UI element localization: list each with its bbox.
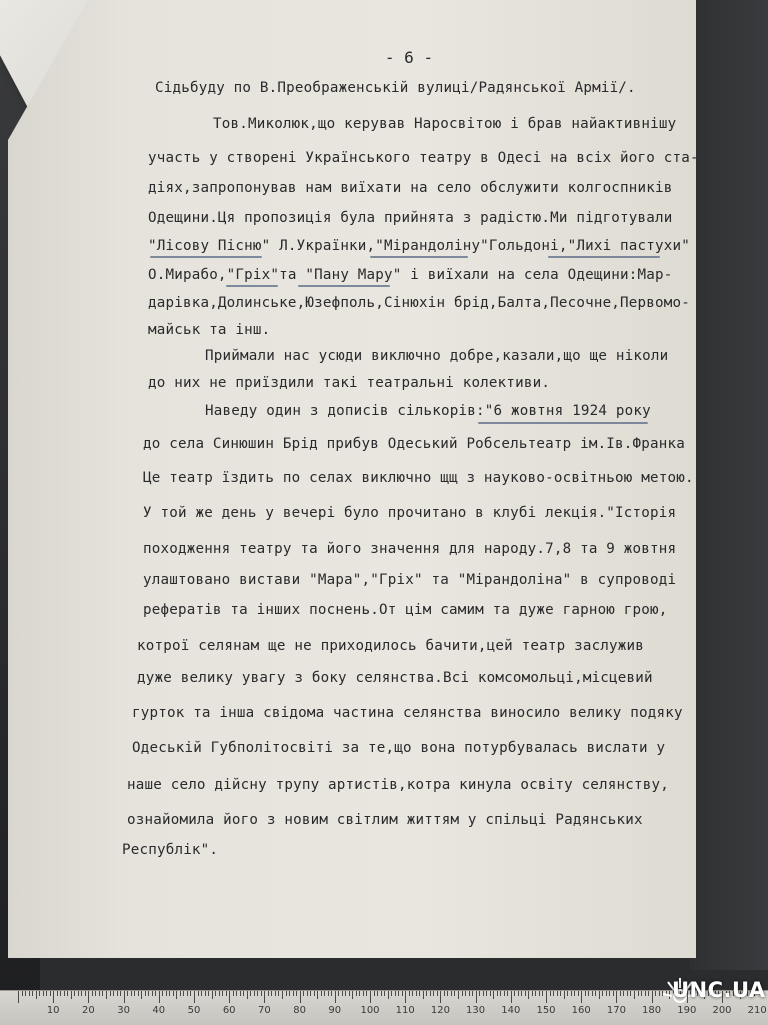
text-line: діях,запропонував нам виїхати на село обслужити колгоспників xyxy=(148,180,673,196)
ruler-tick xyxy=(419,991,420,996)
ruler-tick xyxy=(71,991,72,999)
ruler-tick xyxy=(384,991,385,996)
ruler-tick xyxy=(148,991,149,996)
ruler-tick xyxy=(36,991,37,999)
ruler-tick xyxy=(609,991,610,996)
ruler-tick xyxy=(29,991,30,996)
ruler-tick xyxy=(60,991,61,996)
text-line: Наведу один з дописів сількорів:"6 жовтня 1924 року xyxy=(205,403,651,419)
ruler-tick xyxy=(102,991,103,996)
ruler-tick xyxy=(630,991,631,996)
page-number: - 6 - xyxy=(384,48,434,67)
ruler-tick xyxy=(289,991,290,996)
text-line: улаштовано вистави "Мара","Гріх" та "Мірандоліна" в супроводі xyxy=(143,572,677,588)
ruler-tick xyxy=(388,991,389,999)
ruler-tick xyxy=(127,991,128,996)
ruler-tick xyxy=(307,991,308,996)
ruler-tick xyxy=(324,991,325,996)
ruler-tick xyxy=(585,991,586,996)
ruler-tick xyxy=(483,991,484,996)
ruler-tick xyxy=(39,991,40,996)
ruler-tick xyxy=(328,991,329,996)
ruler-tick xyxy=(521,991,522,996)
ruler-tick xyxy=(261,991,262,996)
ruler-label: 140 xyxy=(501,1005,521,1016)
ruler-tick xyxy=(532,991,533,996)
ruler-tick xyxy=(205,991,206,996)
ruler-tick xyxy=(110,991,111,996)
ruler-tick xyxy=(53,991,54,1003)
ruler-tick xyxy=(173,991,174,996)
ruler-tick xyxy=(208,991,209,996)
ruler-tick xyxy=(155,991,156,996)
ruler-tick xyxy=(43,991,44,996)
ruler-tick xyxy=(398,991,399,996)
ruler-tick xyxy=(476,991,477,1003)
ruler-tick xyxy=(458,991,459,999)
ruler-tick xyxy=(314,991,315,996)
ruler-tick xyxy=(50,991,51,996)
ruler-tick xyxy=(317,991,318,999)
ruler-tick xyxy=(345,991,346,996)
ruler-tick xyxy=(78,991,79,996)
ruler-tick xyxy=(504,991,505,996)
table-right-edge xyxy=(690,0,768,970)
ruler-tick xyxy=(240,991,241,996)
ruler-tick xyxy=(405,991,406,1003)
ruler-tick xyxy=(226,991,227,996)
text-line: Республік". xyxy=(122,842,219,858)
ruler-tick xyxy=(655,991,656,996)
ruler-tick xyxy=(169,991,170,996)
ruler-tick xyxy=(574,991,575,996)
ruler-tick xyxy=(606,991,607,996)
ruler-tick xyxy=(451,991,452,996)
ruler-tick xyxy=(528,991,529,999)
ruler-tick xyxy=(377,991,378,996)
text-line: участь у створені Українського театру в Одесі на всіх його ста- xyxy=(148,150,699,166)
ruler-label: 100 xyxy=(360,1005,380,1016)
ruler-tick xyxy=(550,991,551,996)
text-line: Тов.Миколюк,що керував Наросвітою і брав найактивнішу xyxy=(213,116,677,132)
ruler-tick xyxy=(535,991,536,996)
ruler-tick xyxy=(616,991,617,1003)
ruler-tick xyxy=(402,991,403,996)
ruler-label: 160 xyxy=(571,1005,591,1016)
ruler-tick xyxy=(166,991,167,996)
ruler-tick xyxy=(518,991,519,996)
ruler-label: 110 xyxy=(395,1005,415,1016)
ruler-tick xyxy=(493,991,494,999)
ruler-tick xyxy=(486,991,487,996)
text-line: ознайомила його з новим світлим життям у спільці Радянських xyxy=(127,812,643,828)
ruler-tick xyxy=(254,991,255,996)
ruler-tick xyxy=(412,991,413,996)
ruler-tick xyxy=(374,991,375,996)
ruler-tick xyxy=(546,991,547,1003)
ruler-tick xyxy=(602,991,603,996)
ruler-tick xyxy=(162,991,163,996)
ruler-tick xyxy=(359,991,360,996)
ruler-tick xyxy=(74,991,75,996)
ruler-tick xyxy=(268,991,269,996)
text-line: Це театр їздить по селах виключно щщ з науково-освітньою метою. xyxy=(143,470,694,486)
ruler-tick xyxy=(275,991,276,996)
ruler-tick xyxy=(212,991,213,999)
ruler-tick xyxy=(22,991,23,996)
ruler-tick xyxy=(159,991,160,1003)
ruler-tick xyxy=(557,991,558,996)
ruler-tick xyxy=(595,991,596,996)
ruler-label: 80 xyxy=(293,1005,306,1016)
ruler-tick xyxy=(321,991,322,996)
ruler-tick xyxy=(426,991,427,996)
ruler-tick xyxy=(469,991,470,996)
ruler-tick xyxy=(366,991,367,996)
ruler-tick xyxy=(18,991,19,1003)
ruler-tick xyxy=(440,991,441,1003)
ruler-tick xyxy=(124,991,125,1003)
text-line: майськ та інш. xyxy=(148,322,271,338)
ruler-tick xyxy=(627,991,628,996)
ruler-tick xyxy=(88,991,89,1003)
ruler-tick xyxy=(433,991,434,996)
ruler-tick xyxy=(571,991,572,996)
ruler-label: 40 xyxy=(152,1005,166,1016)
ruler-tick xyxy=(310,991,311,996)
ruler-tick xyxy=(342,991,343,996)
ruler-tick xyxy=(271,991,272,996)
ruler-tick xyxy=(282,991,283,999)
ruler-tick xyxy=(465,991,466,996)
ruler-tick xyxy=(331,991,332,996)
ruler-label: 50 xyxy=(187,1005,201,1016)
ruler-tick xyxy=(430,991,431,996)
ruler-tick xyxy=(243,991,244,996)
ruler-tick xyxy=(32,991,33,996)
text-line: походження театру та його значення для народу.7,8 та 9 жовтня xyxy=(143,541,677,557)
ruler-label: 180 xyxy=(642,1005,662,1016)
ruler-label: 210 xyxy=(747,1005,767,1016)
ruler-tick xyxy=(645,991,646,996)
ruler-tick xyxy=(99,991,100,996)
text-line: до села Синюшин Брід прибув Одеський Робсельтеатр ім.Ів.Франка xyxy=(143,436,685,452)
ruler-tick xyxy=(257,991,258,996)
text-line: котрої селянам ще не приходилось бачити,цей театр заслужив xyxy=(137,638,645,654)
ruler-tick xyxy=(278,991,279,996)
ruler-tick xyxy=(511,991,512,1003)
ruler-tick xyxy=(437,991,438,996)
ruler-tick xyxy=(247,991,248,999)
pen-underline xyxy=(370,256,468,258)
text-line: Одеській Губполітосвіті за те,що вона потурбувалась вислати у xyxy=(132,740,666,756)
text-line: Приймали нас усюди виключно добре,казали,що ще ніколи xyxy=(205,348,669,364)
ruler-tick xyxy=(599,991,600,999)
ruler-tick xyxy=(553,991,554,996)
ruler-tick xyxy=(131,991,132,996)
ruler-tick xyxy=(183,991,184,996)
ruler-tick xyxy=(592,991,593,996)
watermark-text: UNC.UA xyxy=(672,978,766,1002)
ruler-tick xyxy=(514,991,515,996)
pen-underline xyxy=(150,256,262,258)
ruler-tick xyxy=(507,991,508,996)
ruler-tick xyxy=(113,991,114,996)
ruler-label: 10 xyxy=(46,1005,60,1016)
text-line: дуже велику увагу з боку селянства.Всі комсомольці,місцевий xyxy=(137,670,653,686)
ruler-label: 170 xyxy=(606,1005,626,1016)
ruler-tick xyxy=(303,991,304,996)
text-line: рефератів та інших поснень.От цім самим та дуже гарною грою, xyxy=(143,602,668,618)
ruler-tick xyxy=(472,991,473,996)
text-line: гурток та інша свідома частина селянства виносило велику подяку xyxy=(132,705,683,721)
ruler-tick xyxy=(141,991,142,999)
text-line: Сідьбуду по В.Преображенській вулиці/Радянської Армії/. xyxy=(155,80,636,96)
ruler-tick xyxy=(588,991,589,996)
ruler-label: 120 xyxy=(430,1005,450,1016)
ruler-tick xyxy=(106,991,107,999)
ruler-tick xyxy=(454,991,455,996)
ruler-tick xyxy=(194,991,195,1003)
ruler-tick xyxy=(539,991,540,996)
ruler-tick xyxy=(300,991,301,1003)
ruler-tick xyxy=(120,991,121,996)
ruler-tick xyxy=(497,991,498,996)
ruler-label: 30 xyxy=(117,1005,130,1016)
text-line: О.Мирабо,"Гріх"та "Пану Мару" і виїхали на села Одещини:Мар- xyxy=(148,267,673,283)
ruler-tick xyxy=(648,991,649,996)
ruler-tick xyxy=(370,991,371,1003)
ruler-tick xyxy=(634,991,635,999)
ruler-tick xyxy=(578,991,579,996)
ruler-tick xyxy=(479,991,480,996)
ruler-tick xyxy=(613,991,614,996)
pen-underline xyxy=(298,285,390,287)
ruler-tick xyxy=(190,991,191,996)
ruler-tick xyxy=(95,991,96,996)
ruler-tick xyxy=(564,991,565,999)
ruler-tick xyxy=(338,991,339,996)
ruler-tick xyxy=(462,991,463,996)
ruler-tick xyxy=(64,991,65,996)
ruler-tick xyxy=(381,991,382,996)
ruler-tick xyxy=(250,991,251,996)
ruler-tick xyxy=(560,991,561,996)
ruler-tick xyxy=(623,991,624,996)
pen-underline xyxy=(478,422,648,424)
ruler-tick xyxy=(356,991,357,996)
ruler-tick xyxy=(219,991,220,996)
ruler-tick xyxy=(581,991,582,1003)
ruler-tick xyxy=(444,991,445,996)
ruler-tick xyxy=(138,991,139,996)
ruler-tick xyxy=(525,991,526,996)
ruler-tick xyxy=(180,991,181,996)
ruler-tick xyxy=(152,991,153,996)
ruler-tick xyxy=(416,991,417,996)
ruler-tick xyxy=(229,991,230,1003)
ruler-label: 190 xyxy=(677,1005,697,1016)
ruler-tick xyxy=(395,991,396,996)
ruler-tick xyxy=(145,991,146,996)
ruler-label: 90 xyxy=(328,1005,342,1016)
ruler-tick xyxy=(81,991,82,996)
ruler-tick xyxy=(363,991,364,996)
ruler-label: 20 xyxy=(82,1005,95,1016)
ruler-tick xyxy=(57,991,58,996)
ruler-tick xyxy=(335,991,336,1003)
ruler-label: 70 xyxy=(258,1005,271,1016)
text-line: Одещини.Ця пропозиція була прийнята з радістю.Ми підготували xyxy=(148,210,673,226)
text-line: У той же день у вечері було прочитано в клубі лекція."Історія xyxy=(143,505,677,521)
ruler-tick xyxy=(222,991,223,996)
ruler-tick xyxy=(423,991,424,999)
ruler-tick xyxy=(638,991,639,996)
text-line: дарівка,Долинське,Юзефполь,Сінюхін брід,Балта,Песочне,Первомо- xyxy=(148,295,690,311)
ruler-tick xyxy=(176,991,177,999)
text-line: наше село дійсну трупу артистів,котра кинула освіту селянству, xyxy=(127,777,669,793)
ruler-tick xyxy=(620,991,621,996)
ruler-tick xyxy=(409,991,410,996)
ruler-tick xyxy=(92,991,93,996)
ruler-tick xyxy=(293,991,294,996)
text-line: до них не приїздили такі театральні колективи. xyxy=(148,375,551,391)
ruler-tick xyxy=(349,991,350,996)
ruler-tick xyxy=(567,991,568,996)
ruler-tick xyxy=(25,991,26,996)
ruler-tick xyxy=(500,991,501,996)
ruler-label: 150 xyxy=(536,1005,556,1016)
pen-underline xyxy=(226,285,278,287)
ruler-tick xyxy=(286,991,287,996)
measuring-ruler xyxy=(0,990,768,1025)
ruler-tick xyxy=(641,991,642,996)
ruler-tick xyxy=(264,991,265,1003)
ruler-tick xyxy=(296,991,297,996)
ruler-tick xyxy=(134,991,135,996)
ruler-tick xyxy=(85,991,86,996)
ruler-tick xyxy=(201,991,202,996)
ruler-tick xyxy=(117,991,118,996)
ruler-tick xyxy=(187,991,188,996)
ruler-label: 200 xyxy=(712,1005,732,1016)
ruler-tick xyxy=(391,991,392,996)
ruler-tick xyxy=(447,991,448,996)
ruler-tick xyxy=(236,991,237,996)
ruler-tick xyxy=(542,991,543,996)
ruler-tick xyxy=(233,991,234,996)
ruler-tick xyxy=(46,991,47,996)
ruler-tick xyxy=(652,991,653,1003)
ruler-tick xyxy=(490,991,491,996)
pen-underline xyxy=(548,256,660,258)
ruler-tick xyxy=(67,991,68,996)
ruler-label: 60 xyxy=(222,1005,236,1016)
ruler-tick xyxy=(198,991,199,996)
text-line: "Лісову Пісню" Л.Українки,"Мірандоліну"Гольдоні,"Лихі пастухи" xyxy=(148,238,690,254)
ruler-tick xyxy=(352,991,353,999)
ruler-tick xyxy=(215,991,216,996)
ruler-label: 130 xyxy=(466,1005,486,1016)
